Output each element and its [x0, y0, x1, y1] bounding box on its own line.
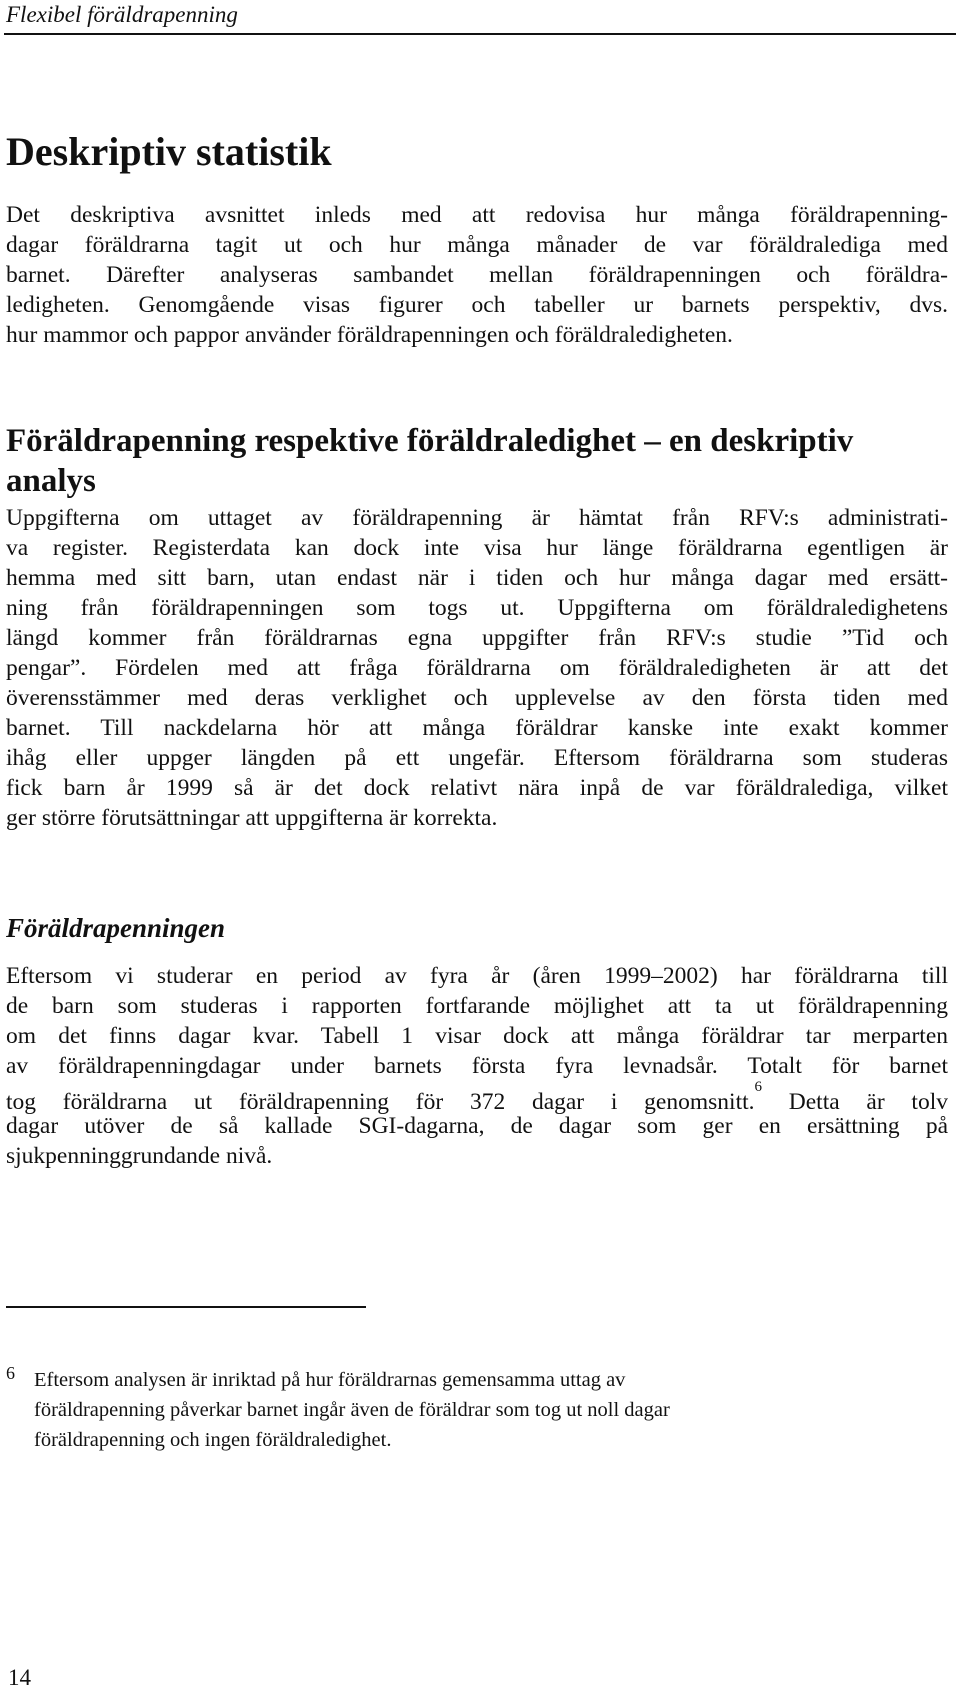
benefit-line-with-footnote	[6, 1079, 948, 1115]
footnote-rule	[6, 1306, 366, 1308]
intro-paragraph	[6, 200, 948, 350]
footnote-line: föräldrapenning påverkar barnet ingår även de föräldrar som tog ut noll dagar	[34, 1399, 670, 1421]
footnote-line: föräldrapenning och ingen föräldraledighet.	[34, 1429, 392, 1451]
intro-line: barnet. Därefter analyseras sambandet mellan föräldrapenningen och föräldra-	[6, 262, 948, 288]
benefit-line: om det finns dagar kvar. Tabell 1 visar dock att många föräldrar tar merparten	[6, 1023, 948, 1049]
subsection-title: Föräldrapenning respektive föräldraledighet – en deskriptiv analys	[6, 423, 854, 499]
benefit-line: Eftersom vi studerar en period av fyra år (åren 1999–2002) har föräldrarna till	[6, 963, 948, 989]
header-rule	[4, 33, 956, 35]
footnote-text	[34, 1365, 934, 1455]
analysis-line: ihåg eller uppger längden på ett ungefär. Eftersom föräldrarna som studeras	[6, 745, 948, 771]
analysis-line: hemma med sitt barn, utan endast när i tiden och hur många dagar med ersätt-	[6, 565, 948, 591]
analysis-line: barnet. Till nackdelarna hör att många föräldrar kanske inte exakt kommer	[6, 715, 948, 741]
benefit-paragraph	[6, 961, 948, 1171]
analysis-line: va register. Registerdata kan dock inte visa hur länge föräldrarna egentligen är	[6, 535, 948, 561]
analysis-line: fick barn år 1999 så är det dock relativt nära inpå de var föräldralediga, vilket	[6, 775, 948, 801]
running-header: Flexibel föräldrapenning	[6, 2, 238, 27]
benefit-line: av föräldrapenningdagar under barnets första fyra levnadsår. Totalt för barnet	[6, 1053, 948, 1079]
analysis-line: ger större förutsättningar att uppgifterna är korrekta.	[6, 805, 498, 831]
benefit-line-text: Detta är tolv	[762, 1088, 948, 1115]
subsubsection-title: Föräldrapenningen	[6, 913, 226, 943]
footnote-reference[interactable]: 6	[754, 1079, 762, 1095]
benefit-line: de barn som studeras i rapporten fortfarande möjlighet att ta ut föräldrapenning	[6, 993, 948, 1019]
analysis-line: längd kommer från föräldrarnas egna uppgifter från RFV:s studie ”Tid och	[6, 625, 948, 651]
analysis-line: överensstämmer med deras verklighet och upplevelse av den första tiden med	[6, 685, 948, 711]
analysis-paragraph	[6, 503, 948, 833]
analysis-line: ning från föräldrapenningen som togs ut. Uppgifterna om föräldraledighetens	[6, 595, 948, 621]
footnote-line: Eftersom analysen är inriktad på hur föräldrarnas gemensamma uttag av	[34, 1369, 626, 1391]
page-number: 14	[8, 1665, 31, 1690]
intro-line: hur mammor och pappor använder föräldrapenningen och föräldraledigheten.	[6, 322, 733, 348]
intro-line: Det deskriptiva avsnittet inleds med att redovisa hur många föräldrapenning-	[6, 202, 948, 228]
intro-line: ledigheten. Genomgående visas figurer och tabeller ur barnets perspektiv, dvs.	[6, 292, 948, 318]
intro-line: dagar föräldrarna tagit ut och hur många månader de var föräldralediga med	[6, 232, 948, 258]
benefit-line: sjukpenninggrundande nivå.	[6, 1143, 273, 1169]
analysis-line: Uppgifterna om uttaget av föräldrapenning är hämtat från RFV:s administrati-	[6, 505, 948, 531]
footnote-number: 6	[6, 1363, 15, 1383]
analysis-line: pengar”. Fördelen med att fråga föräldrarna om föräldraledigheten är att det	[6, 655, 948, 681]
section-title: Deskriptiv statistik	[6, 129, 332, 174]
benefit-line-text: tog föräldrarna ut föräldrapenning för 372 dagar i genomsnitt.	[6, 1088, 755, 1115]
benefit-line: dagar utöver de så kallade SGI-dagarna, de dagar som ger en ersättning på	[6, 1113, 948, 1139]
